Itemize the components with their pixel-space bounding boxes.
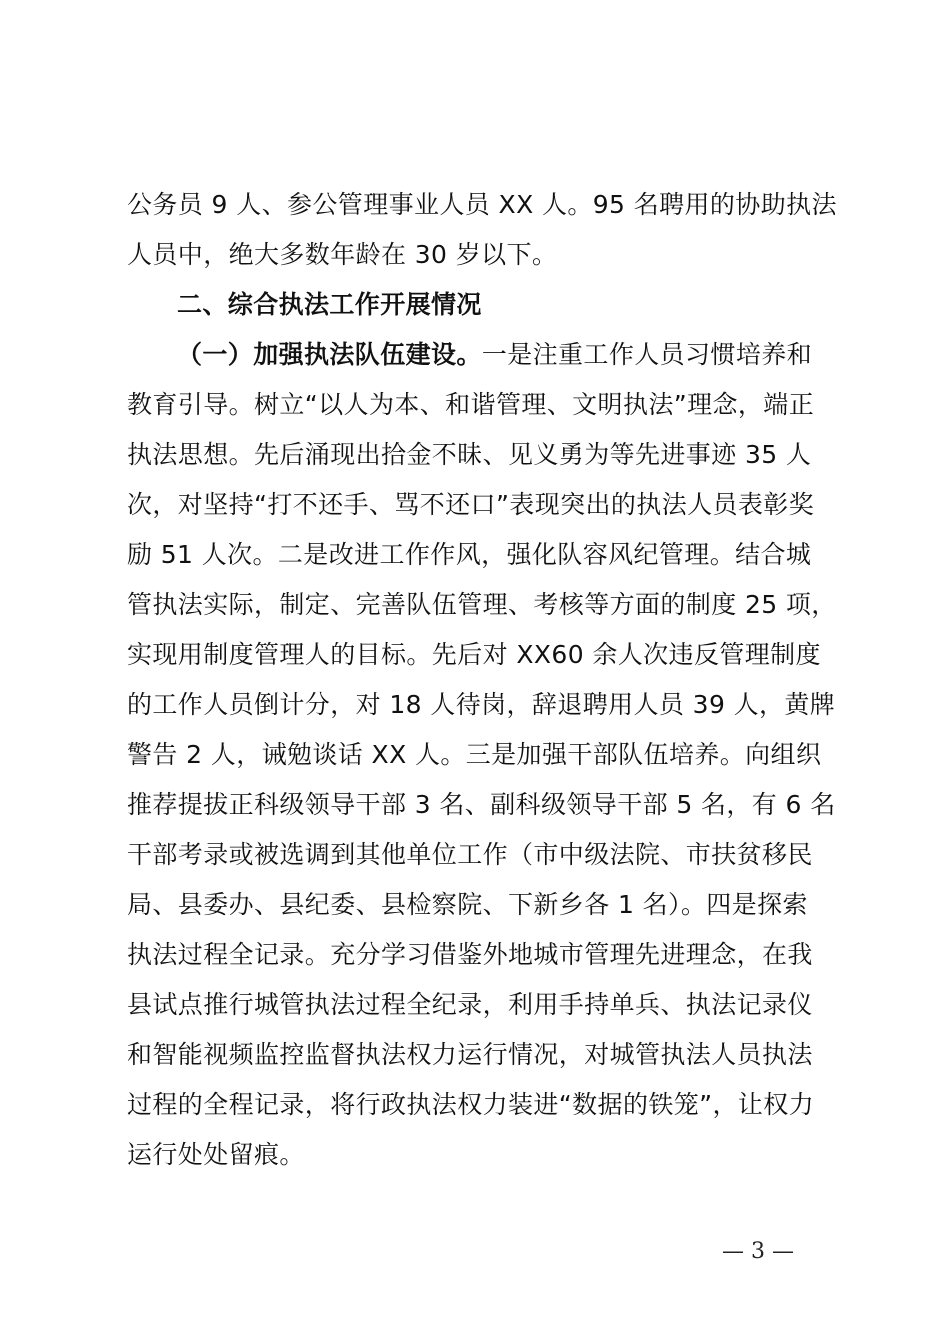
body-line-5: 教育引导。树立“以人为本、和谐管理、文明执法”理念，端正 — [127, 390, 815, 419]
body-line-7: 次，对坚持“打不还手、骂不还口”表现突出的执法人员表彰奖 — [127, 490, 815, 519]
body-line-10: 实现用制度管理人的目标。先后对 XX60 余人次违反管理制度 — [127, 640, 821, 669]
body-line-11: 的工作人员倒计分，对 18 人待岗，辞退聘用人员 39 人，黄牌 — [127, 690, 836, 719]
subsection-text: 一是注重工作人员习惯培养和 — [481, 340, 813, 369]
body-line-1: 公务员 9 人、参公管理事业人员 XX 人。95 名聘用的协助执法 — [127, 190, 837, 219]
section-heading: 二、综合执法工作开展情况 — [177, 290, 482, 319]
body-line-2: 人员中，绝大多数年龄在 30 岁以下。 — [127, 240, 558, 269]
subsection-title: （一）加强执法队伍建设。 — [177, 340, 482, 369]
body-line-8: 励 51 人次。二是改进工作作风，强化队容风纪管理。结合城 — [127, 540, 812, 569]
body-line-15: 局、县委办、县纪委、县检察院、下新乡各 1 名）。四是探索 — [127, 890, 808, 919]
body-line-13: 推荐提拔正科级领导干部 3 名、副科级领导干部 5 名，有 6 名 — [127, 790, 836, 819]
body-line-20: 运行处处留痕。 — [127, 1140, 305, 1169]
body-line-12: 警告 2 人，诫勉谈话 XX 人。三是加强干部队伍培养。向组织 — [127, 740, 822, 769]
body-line-18: 和智能视频监控监督执法权力运行情况，对城管执法人员执法 — [127, 1040, 813, 1069]
body-line-14: 干部考录或被选调到其他单位工作（市中级法院、市扶贫移民 — [127, 840, 813, 869]
body-line-9: 管执法实际，制定、完善队伍管理、考核等方面的制度 25 项， — [127, 590, 837, 619]
body-line-19: 过程的全程记录，将行政执法权力装进“数据的铁笼”，让权力 — [127, 1090, 815, 1119]
page-number: — 3 — — [722, 1239, 794, 1264]
subsection-line — [177, 340, 812, 370]
body-line-6: 执法思想。先后涌现出拾金不昧、见义勇为等先进事迹 35 人 — [127, 440, 812, 469]
body-line-16: 执法过程全记录。充分学习借鉴外地城市管理先进理念，在我 — [127, 940, 813, 969]
body-line-17: 县试点推行城管执法过程全纪录，利用手持单兵、执法记录仪 — [127, 990, 813, 1019]
